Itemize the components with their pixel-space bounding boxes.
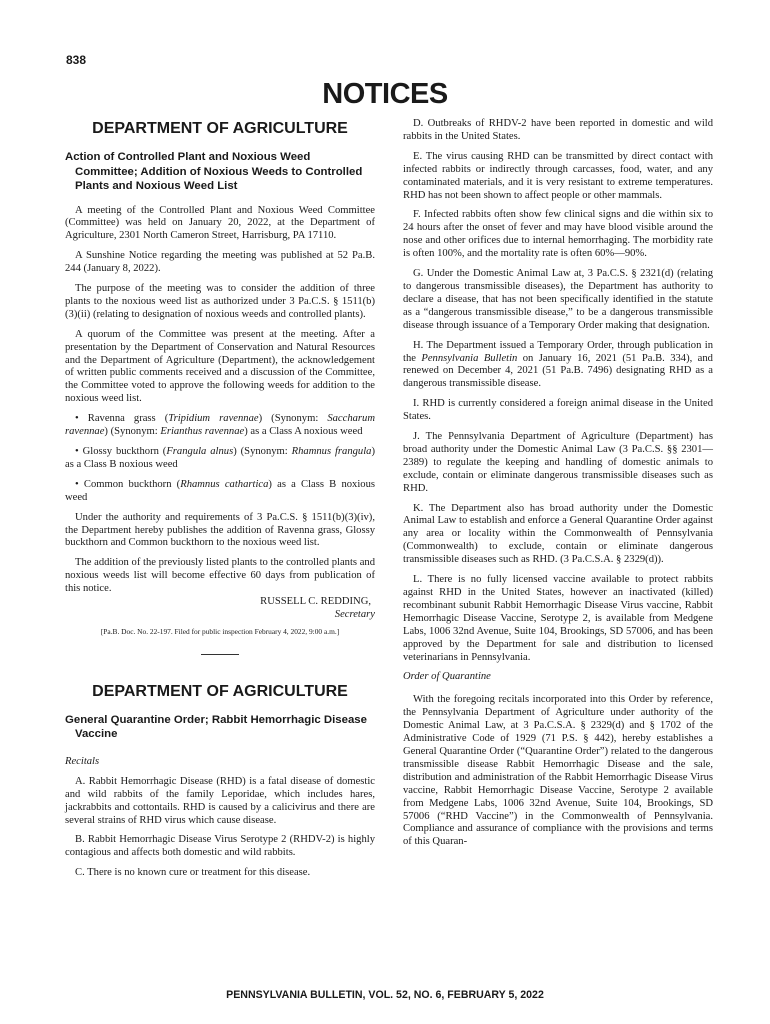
paragraph: The purpose of the meeting was to consider the addition of three plants to the noxious weed list as authorized under 3 Pa.C.S. § 1511(b)(3)(ii) (relating to designation of noxious weeds and controlled plants).	[65, 283, 375, 320]
paragraph: A Sunshine Notice regarding the meeting was published at 52 Pa.B. 244 (January 8, 2022).	[65, 250, 375, 275]
recital-d: D. Outbreaks of RHDV-2 have been reported in domestic and wild rabbits in the United States.	[403, 118, 713, 142]
notice-heading: General Quarantine Order; Rabbit Hemorrhagic Disease Vaccine	[65, 713, 367, 741]
page-title: NOTICES	[322, 78, 448, 110]
section-divider	[201, 654, 239, 655]
recital-k: K. The Department also has broad authority under the Domestic Animal Law to establish and enforce a General Quarantine Order against any area or locality within the Commonwealth of Pennsylvania (Commonwealth) to exclude, contain or eliminate dangerous transmissible diseases such as RHD. (3 Pa.C.S.A. § 2329(d)).	[403, 502, 713, 566]
order-label: Order of Quarantine	[403, 671, 491, 683]
paragraph: A quorum of the Committee was present at the meeting. After a presentation by the Department of Conservation and Natural Resources and the Department of Agriculture (Department), the acknowledgement of written public comments received and a discussion of the Committee, the Committee voted to approve the following weeds for addition to the noxious weed list.	[65, 328, 375, 405]
right-column	[403, 118, 713, 856]
recital-b: B. Rabbit Hemorrhagic Disease Virus Serotype 2 (RHDV-2) is highly contagious and affects both domestic and wild rabbits.	[65, 834, 375, 859]
recital-j: J. The Pennsylvania Department of Agriculture (Department) has broad authority under the Domestic Animal Law (3 Pa.C.S. §§ 2301—2389) to regulate the keeping and handling of domestic animals to exclude, contain or eliminate dangerous transmissible diseases such as RHD.	[403, 431, 713, 494]
bullet-item: • Glossy buckthorn (Frangula alnus) (Synonym: Rhamnus frangula) as a Class B noxious weed	[65, 446, 375, 470]
doc-reference: [Pa.B. Doc. No. 22-197. Filed for public inspection February 4, 2022, 9:00 a.m.]	[100, 626, 340, 636]
page-number: 838	[66, 53, 87, 67]
notice-heading: Action of Controlled Plant and Noxious Weed Committee; Addition of Noxious Weeds to Controlled Plants and Noxious Weed List	[65, 151, 363, 192]
left-column	[65, 118, 375, 887]
recital-e: E. The virus causing RHD can be transmitted by direct contact with infected rabbits or indirectly through carcasses, food, water, and any contaminated materials, and it is very resistant to extreme temperatures. RHD has not been shown to affect people or other mammals.	[403, 150, 713, 201]
department-heading: DEPARTMENT OF AGRICULTURE	[92, 120, 348, 137]
paragraph: Under the authority and requirements of 3 Pa.C.S. § 1511(b)(3)(iv), the Department hereby publishes the addition of Ravenna grass, Glossy buckthorn and Common buckthorn to the noxious weed list.	[65, 511, 375, 549]
paragraph: The addition of the previously listed plants to the controlled plants and noxious weeds list will become effective 60 days from publication of this notice.	[65, 557, 375, 595]
department-heading: DEPARTMENT OF AGRICULTURE	[92, 682, 348, 700]
paragraph: A meeting of the Controlled Plant and Noxious Weed Committee (Committee) was held on January 20, 2022, at the Department of Agriculture, 2301 North Cameron Street, Harrisburg, PA 17110.	[65, 204, 375, 242]
signer-name: RUSSELL C. REDDING,	[260, 596, 371, 608]
bullet-item: • Ravenna grass (Tripidium ravennae) (Synonym: Saccharum ravennae) (Synonym: Erianthus ravennae) as a Class A noxious weed	[65, 413, 375, 438]
recital-l: L. There is no fully licensed vaccine available to protect rabbits against RHD in the United States, however an inactivated (killed) recombinant subunit Rabbit Hemorrhagic Disease Virus vaccine, Rabbit Hemorrhagic Disease Vaccine, Serotype 2, is available from Medgene Labs, 1006 32nd Avenue, Suite 104, Brookings, SD 57006, and has been approved by the Department for sale and distribution to licensed veterinarians in Pennsylvania.	[403, 574, 713, 663]
recital-h: H. The Department issued a Temporary Order, through publication in the Pennsylvania Bulletin on January 16, 2021 (51 Pa.B. 334), and renewed on December 4, 2021 (51 Pa.B. 7496) designating RHD as a dangerous transmissible disease.	[403, 339, 713, 390]
recital-a: A. Rabbit Hemorrhagic Disease (RHD) is a fatal disease of domestic and wild rabbits of the family Leporidae, which includes hares, jackrabbits and cottontails. RHD is caused by a calicivirus and there are several strains of RHD virus which cause disease.	[65, 775, 375, 826]
recital-g: G. Under the Domestic Animal Law at, 3 Pa.C.S. § 2321(d) (relating to dangerous transmissible diseases), the Department has authority to declare a disease, that has not been specifically identified in the statute as a “dangerous transmissible disease,” to be a dangerous transmissible disease through issuance of a Temporary Order making that designation.	[403, 268, 713, 331]
recital-c: C. There is no known cure or treatment for this disease.	[75, 867, 311, 879]
recital-i: I. RHD is currently considered a foreign animal disease in the United States.	[403, 398, 713, 423]
page-footer: PENNSYLVANIA BULLETIN, VOL. 52, NO. 6, FEBRUARY 5, 2022	[226, 989, 544, 1001]
recital-f: F. Infected rabbits often show few clinical signs and die within six to 24 hours after the onset of fever and may have blood visible around the nose and other orifices due to internal hemorrhaging. The morbidity rate is often 100%, and the mortality rate is often 60%—90%.	[403, 209, 713, 260]
bullet-item: • Common buckthorn (Rhamnus cathartica) as a Class B noxious weed	[65, 478, 375, 503]
recitals-label: Recitals	[65, 755, 100, 767]
signer-title: Secretary	[334, 608, 375, 620]
order-text: With the foregoing recitals incorporated into this Order by reference, the Pennsylvania Department of Agriculture under authority of the Domestic Animal Law, at 3 Pa.C.S.A. § 2329(d) and § 1702 of the Administrative Code of 1929 (71 P.S. § 442), hereby establishes a General Quarantine Order (“Quarantine Order”) related to the dangerous transmissible disease Rabbit Hemorrhagic Disease and the sale, distribution and administration of the Rabbit Hemorrhagic Disease Virus vaccine, Rabbit Hemorrhagic Disease Vaccine, Serotype 2 available from Medgene Labs, 1006 32nd Avenue, Suite 104, Brookings, SD 57006 (“RHD Vaccine”) in the Commonwealth of Pennsylvania. Compliance and assurance of compliance with the provisions and terms of this Quaran-	[403, 694, 713, 848]
